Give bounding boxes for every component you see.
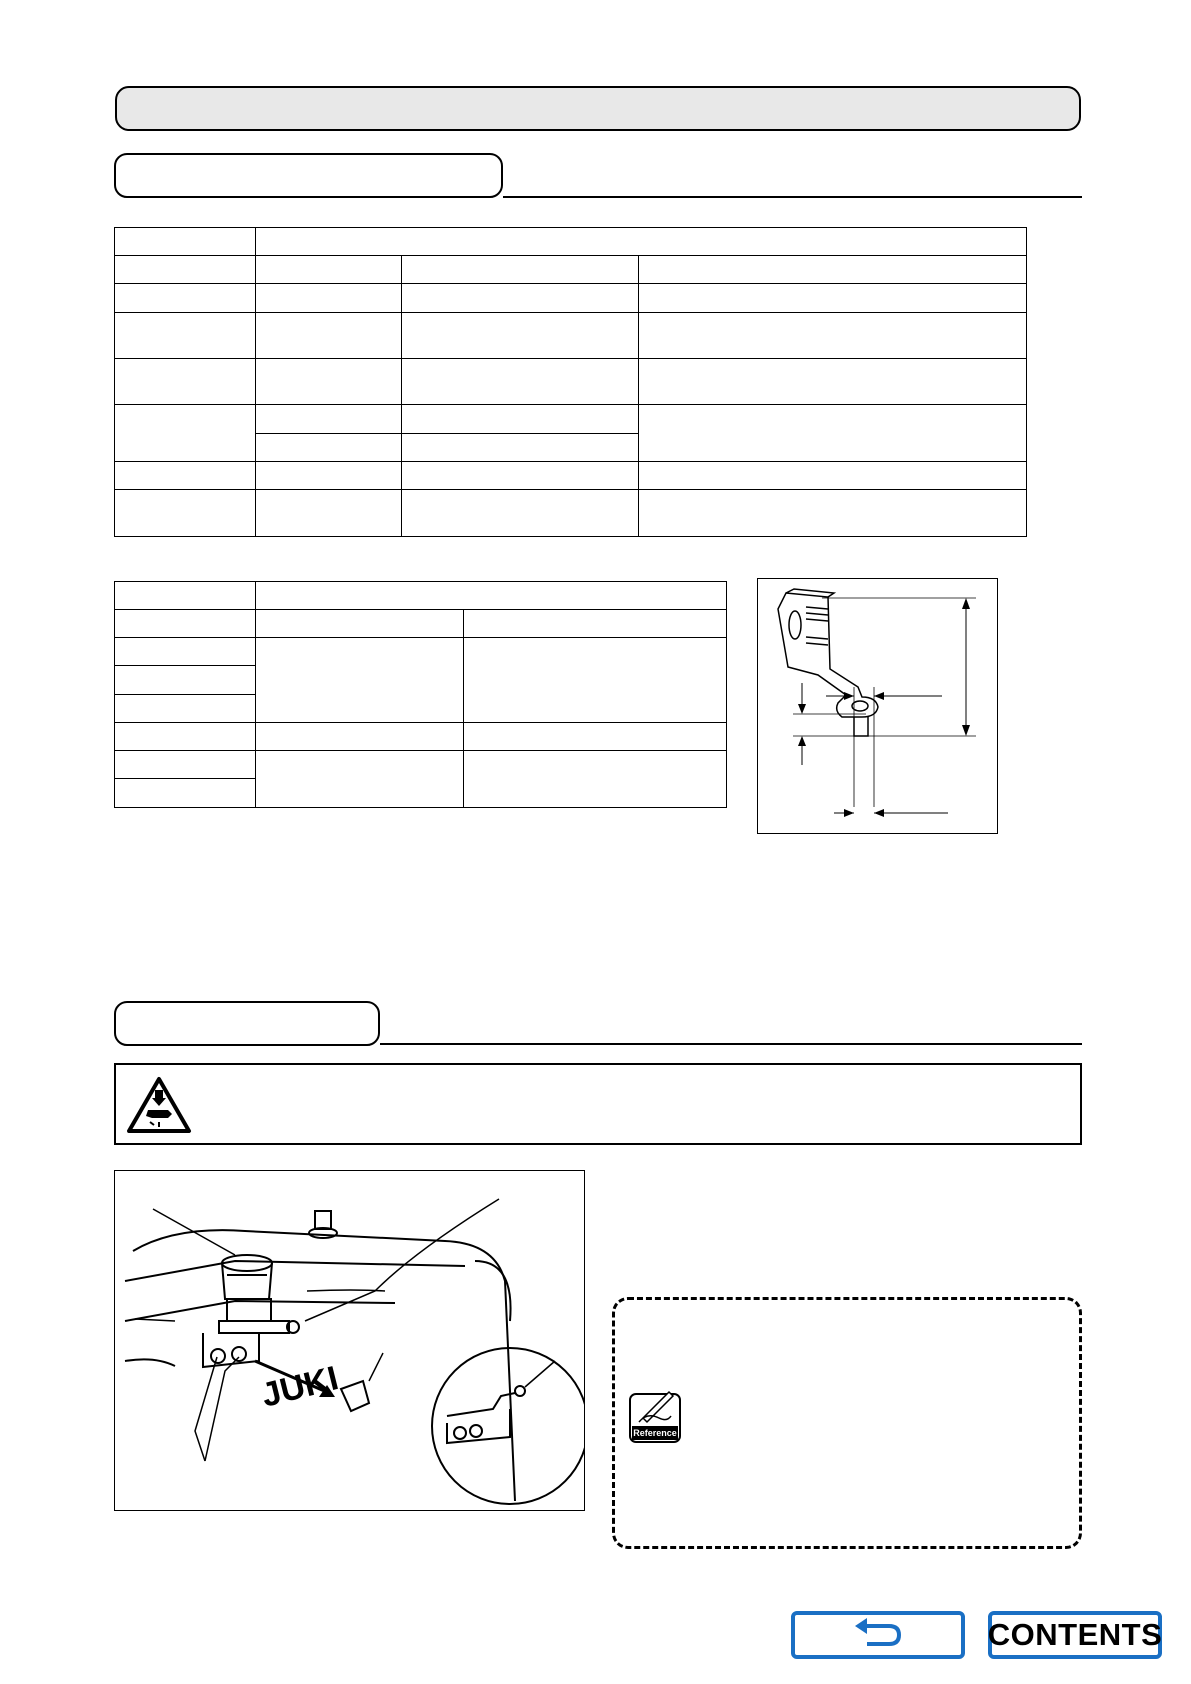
specification-table-2 (114, 581, 727, 808)
table-row (115, 490, 1027, 537)
contents-button-label: CONTENTS (987, 1617, 1163, 1652)
table-row (115, 723, 727, 751)
table-row (115, 582, 727, 610)
reference-note-icon (629, 1388, 683, 1449)
table-row (115, 462, 1027, 490)
table-row (115, 405, 1027, 434)
presser-foot-figure (757, 578, 998, 834)
back-button[interactable] (791, 1611, 965, 1659)
reference-box (612, 1297, 1082, 1549)
contents-button[interactable] (988, 1611, 1162, 1659)
table-row (115, 751, 727, 779)
section-header-2 (114, 1001, 380, 1046)
table-row (115, 359, 1027, 405)
reference-icon-label: Reference (633, 1428, 677, 1438)
table-row (115, 638, 727, 666)
table-row (115, 284, 1027, 313)
table-row (115, 610, 727, 638)
section-divider-1 (503, 196, 1082, 198)
section-header-1 (114, 153, 503, 198)
table-row (115, 228, 1027, 256)
section-divider-2 (380, 1043, 1082, 1045)
presser-foot-diagram (758, 579, 997, 833)
main-section-header (115, 86, 1081, 131)
hand-crush-warning-icon (126, 1076, 192, 1139)
oil-reservoir-illustration (115, 1171, 584, 1510)
machine-illustration (114, 1170, 585, 1511)
table-row (115, 256, 1027, 284)
juki-logo: JUKI (257, 1359, 343, 1415)
warning-box (114, 1063, 1082, 1145)
return-arrow-icon (853, 1618, 903, 1653)
table-row (115, 313, 1027, 359)
specification-table-1 (114, 227, 1027, 537)
